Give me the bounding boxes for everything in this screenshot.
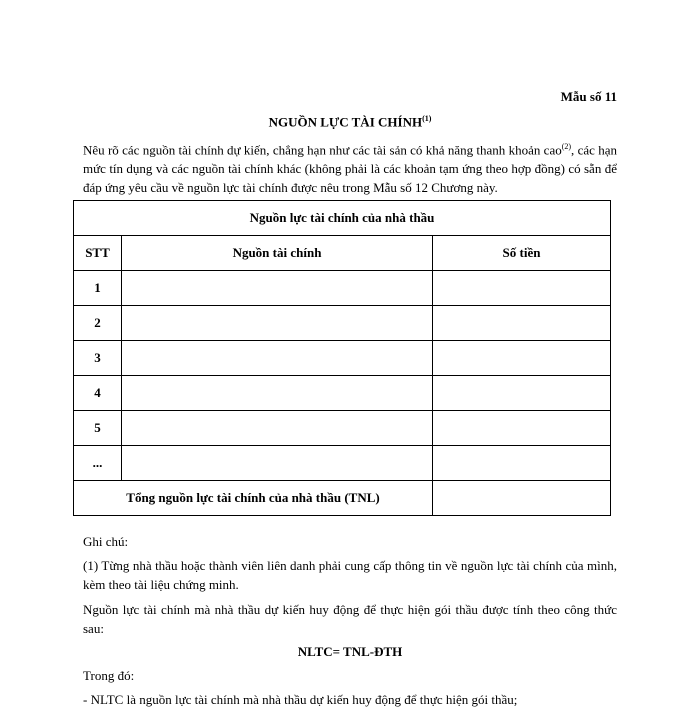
title-text: NGUỒN LỰC TÀI CHÍNH — [268, 114, 423, 130]
note-1: (1) Từng nhà thầu hoặc thành viên liên danh phải cung cấp thông tin về nguồn lực tài chính của mình, kèm theo tài liệu chứng minh. — [83, 558, 617, 592]
page-title — [0, 114, 700, 130]
form-number: Mẫu số 11 — [560, 89, 617, 104]
row-number: 3 — [74, 341, 122, 376]
table-header-row — [74, 236, 611, 271]
financial-resources-table — [73, 200, 611, 516]
table-row — [74, 271, 611, 306]
header-amount: Số tiền — [433, 236, 611, 271]
header-source: Nguồn tài chính — [122, 236, 433, 271]
table-total-row — [74, 481, 611, 516]
amount-cell[interactable] — [433, 376, 611, 411]
intro-part1: Nêu rõ các nguồn tài chính dự kiến, chẳng hạn như các tài sản có khả năng thanh khoản cao — [83, 142, 562, 158]
header-stt: STT — [74, 236, 122, 271]
intro-part2: , các hạn mức tín dụng và các nguồn tài chính khác (không phải là các khoản tạm ứng theo hợp đồng) có sẵn để đáp ứng yêu cầu về nguồn lực tài chính được nêu trong Mẫu số 12 Chương này. — [83, 142, 617, 196]
where-label: Trong đó: — [83, 668, 135, 683]
source-cell[interactable] — [122, 306, 433, 341]
source-cell[interactable] — [122, 411, 433, 446]
amount-cell[interactable] — [433, 306, 611, 341]
intro-paragraph — [83, 137, 617, 197]
row-number: 2 — [74, 306, 122, 341]
table-caption-row — [74, 201, 611, 236]
table-row — [74, 446, 611, 481]
total-label: Tổng nguồn lực tài chính của nhà thầu (TNL) — [74, 481, 433, 516]
title-footnote-mark: (1) — [422, 114, 432, 123]
table-row — [74, 341, 611, 376]
table-row — [74, 306, 611, 341]
formula: NLTC= TNL-ĐTH — [297, 644, 403, 659]
row-number: 5 — [74, 411, 122, 446]
row-number: ... — [74, 446, 122, 481]
formula-intro: Nguồn lực tài chính mà nhà thầu dự kiến huy động để thực hiện gói thầu được tính theo công thức sau: — [83, 602, 617, 636]
amount-cell[interactable] — [433, 271, 611, 306]
table-row — [74, 376, 611, 411]
source-cell[interactable] — [122, 446, 433, 481]
notes-label: Ghi chú: — [83, 534, 129, 549]
row-number: 4 — [74, 376, 122, 411]
source-cell[interactable] — [122, 376, 433, 411]
definition-line: - NLTC là nguồn lực tài chính mà nhà thầu dự kiến huy động để thực hiện gói thầu; — [83, 692, 518, 707]
table-caption: Nguồn lực tài chính của nhà thầu — [74, 201, 611, 236]
source-cell[interactable] — [122, 271, 433, 306]
amount-cell[interactable] — [433, 341, 611, 376]
row-number: 1 — [74, 271, 122, 306]
intro-footnote-mark: (2) — [561, 142, 572, 151]
table-row — [74, 411, 611, 446]
total-amount-cell[interactable] — [433, 481, 611, 516]
amount-cell[interactable] — [433, 411, 611, 446]
source-cell[interactable] — [122, 341, 433, 376]
amount-cell[interactable] — [433, 446, 611, 481]
